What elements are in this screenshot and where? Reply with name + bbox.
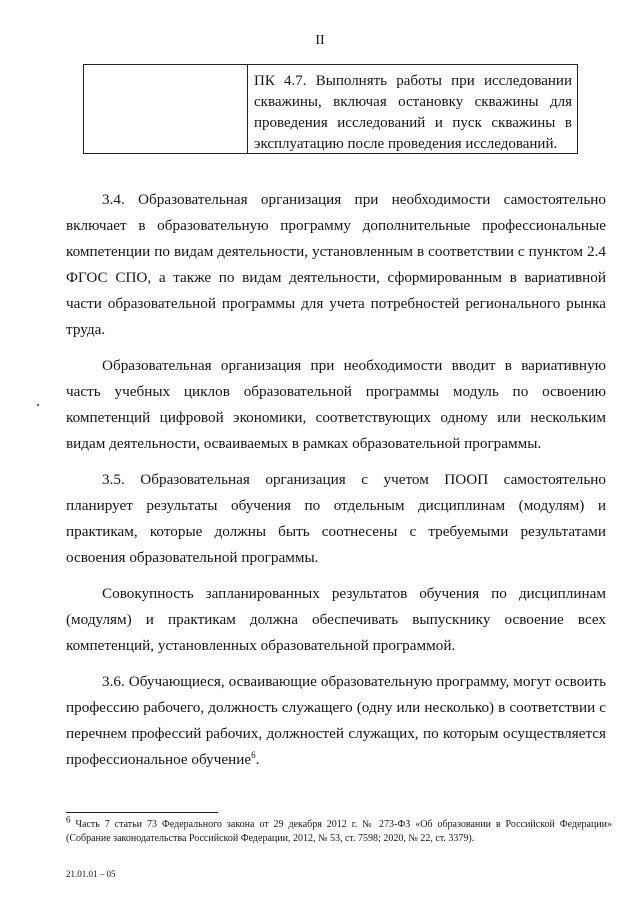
document-code: 21.01.01 – 05 (66, 869, 116, 879)
footnote-marker: 6 (66, 814, 71, 825)
paragraph-digital-economy: Образовательная организация при необходимости вводит в вариативную часть учебных циклов образовательной программы модуль по освоению компетенций цифровой экономики, соответствующих одному или нескольким видам деятельности, осваиваемых в рамках образовательной программы. (66, 357, 606, 452)
paragraph-3-6 (66, 669, 606, 773)
paragraph-3-6-tail: . (255, 751, 260, 768)
paragraph-planned-results: Совокупность запланированных результатов обучения по дисциплинам (модулям) и практикам должна обеспечивать выпускнику освоение всех компетенций, установленных образовательной программой. (66, 585, 606, 654)
paragraph-3-5: 3.5. Образовательная организация с учетом ПООП самостоятельно планирует результаты обучения по отдельным дисциплинам (модулям) и практикам, которые должны быть соотнесены с требуемыми результатами освоения образовательной программы. (66, 471, 606, 566)
scan-mark (37, 404, 39, 406)
paragraph-3-6-text: 3.6. Обучающиеся, осваивающие образовательную программу, могут освоить профессию рабочего, должность служащего (одну или несколько) в соответствии с перечнем профессий рабочих, должностей служащих, по которым осуществляется профессиональное обучение (66, 673, 606, 768)
page-number: II (315, 33, 325, 48)
competency-table (83, 64, 578, 154)
footnote (66, 814, 613, 846)
footnote-reference[interactable]: 6 (251, 749, 256, 760)
footnote-divider (66, 812, 218, 813)
table-left-cell (84, 65, 248, 153)
body-text (66, 187, 606, 783)
paragraph-3-4: 3.4. Образовательная организация при необходимости самостоятельно включает в образовательную программу дополнительные профессиональные компетенции по видам деятельности, установленным в соответствии с пунктом 2.4 ФГОС СПО, а также по видам деятельности, сформированным в вариативной части образовательной программы для учета потребностей регионального рынка труда. (66, 191, 606, 338)
table-right-cell: ПК 4.7. Выполнять работы при исследовании скважины, включая остановку скважины для проведения исследований и пуск скважины в эксплуатацию после проведения исследований. (254, 73, 572, 152)
footnote-text: Часть 7 статьи 73 Федерального закона от 29 декабря 2012 г. № 273-ФЗ «Об образовании в Российской Федерации» (Собрание законодательства Российской Федерации, 2012, № 53, ст. 7598; 2020, № 22, ст. 3379). (66, 819, 613, 844)
